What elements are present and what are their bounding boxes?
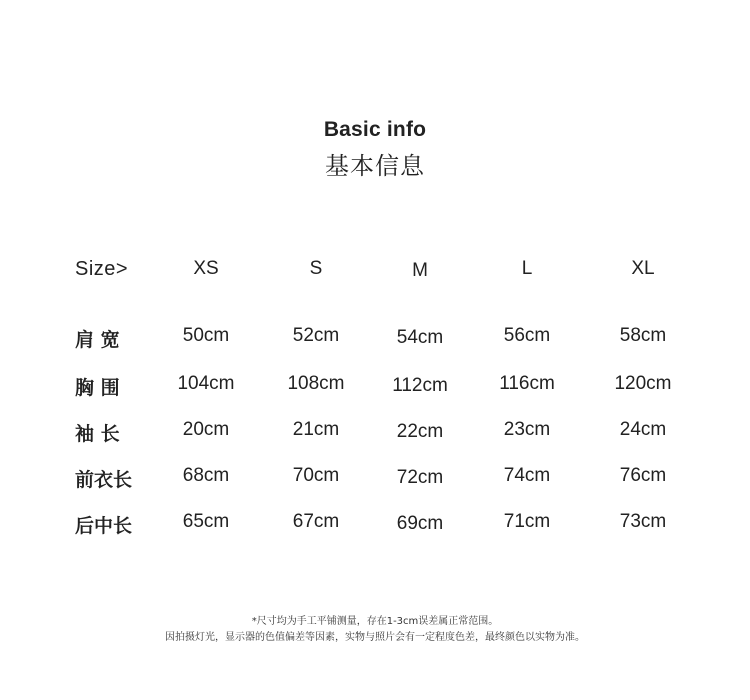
measurement-value: 70cm <box>292 465 340 486</box>
measurement-value: 120cm <box>614 373 672 394</box>
size-column-header: XS <box>193 258 219 279</box>
measurement-value: 73cm <box>619 511 667 532</box>
table-row <box>0 511 750 541</box>
page-title-chinese: 基本信息 <box>325 152 425 180</box>
size-corner-label: Size> <box>75 258 129 280</box>
measurement-value: 74cm <box>503 465 551 486</box>
measurement-value: 71cm <box>503 511 551 532</box>
size-table-header-row <box>0 258 750 288</box>
measurement-value: 72cm <box>396 467 444 488</box>
measurement-value: 54cm <box>396 327 444 348</box>
measurement-value: 65cm <box>182 511 230 532</box>
measurement-label: 后中长 <box>75 515 133 537</box>
size-column-header: XL <box>631 258 655 279</box>
measurement-label: 肩 宽 <box>75 329 120 351</box>
measurement-value: 56cm <box>503 325 551 346</box>
measurement-value: 58cm <box>619 325 667 346</box>
measurement-value: 104cm <box>177 373 235 394</box>
measurement-value: 52cm <box>292 325 340 346</box>
size-column-header: M <box>412 260 428 281</box>
measurement-value: 23cm <box>503 419 551 440</box>
measurement-value: 22cm <box>396 421 444 442</box>
measurement-value: 76cm <box>619 465 667 486</box>
measurement-value: 67cm <box>292 511 340 532</box>
measurement-label: 前衣长 <box>75 469 133 491</box>
page-title-english: Basic info <box>323 118 427 141</box>
table-row <box>0 373 750 403</box>
measurement-value: 116cm <box>499 373 555 394</box>
measurement-value: 68cm <box>182 465 230 486</box>
color-disclaimer-note: 因拍摄灯光，显示器的色值偏差等因素，实物与照片会有一定程度色差，最终颜色以实物为准。 <box>165 632 585 643</box>
measurement-value: 108cm <box>287 373 345 394</box>
size-column-header: S <box>309 258 323 279</box>
measurement-note: *尺寸均为手工平铺测量，存在1-3cm误差属正常范围。 <box>251 616 499 627</box>
table-row <box>0 419 750 449</box>
measurement-value: 21cm <box>292 419 340 440</box>
measurement-label: 袖 长 <box>75 423 120 445</box>
table-row <box>0 325 750 355</box>
measurement-value: 69cm <box>396 513 444 534</box>
measurement-value: 112cm <box>392 375 448 396</box>
table-row <box>0 465 750 495</box>
measurement-value: 24cm <box>619 419 667 440</box>
measurement-value: 50cm <box>182 325 230 346</box>
size-column-header: L <box>521 258 533 279</box>
measurement-value: 20cm <box>182 419 230 440</box>
measurement-label: 胸 围 <box>75 377 120 399</box>
